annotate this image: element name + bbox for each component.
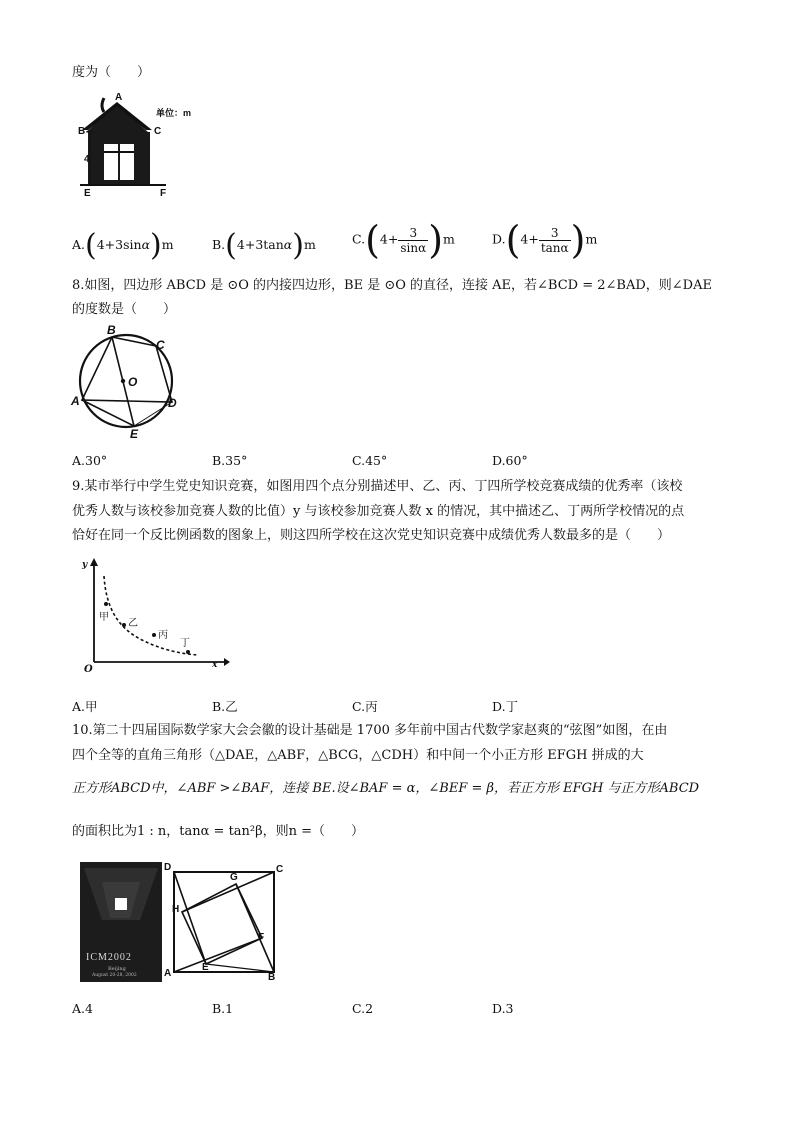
q10-label-E: E <box>202 962 209 973</box>
q9-axis-x: x <box>212 660 218 670</box>
q10-option-A[interactable]: A.4 <box>72 1001 93 1016</box>
q8-label-O: O <box>128 375 138 389</box>
q9-option-A[interactable]: A.甲 <box>72 699 98 714</box>
q9-point-bing: 丙 <box>158 630 168 641</box>
q7-option-A-letter: A. <box>72 237 86 252</box>
q8-label-D: D <box>168 396 177 410</box>
q8-label-E: E <box>130 427 139 441</box>
q10-option-B[interactable]: B.1 <box>212 1001 234 1016</box>
q7-option-C-den: sinα <box>400 240 427 255</box>
q9-stem-line1: 9.某市举行中学生党史知识竞赛，如图用四个点分别描述甲、乙、丙、丁四所学校竞赛成绩的优秀率（该校 <box>72 479 683 494</box>
q10-label-G: G <box>230 872 238 883</box>
q10-stem-line4: 的面积比为1 : n，tanα = tan²β，则n =（ ） <box>72 824 365 839</box>
q9-axis-y: y <box>82 560 88 570</box>
q8-option-D[interactable]: D.60° <box>492 453 528 468</box>
q10-label-C: C <box>276 864 284 875</box>
q7-stem-tail: 度为（ ） <box>72 65 151 80</box>
q7-option-B-unit: m <box>303 237 316 252</box>
q7-option-D-letter: D. <box>492 231 506 247</box>
q10-label-A: A <box>164 968 172 979</box>
q8-label-C: C <box>156 338 165 352</box>
q7-option-C-letter: C. <box>352 231 366 247</box>
q7-option-D-num: 3 <box>539 226 571 241</box>
q9-option-C[interactable]: C.丙 <box>352 699 378 714</box>
q8-circle-figure <box>71 323 184 442</box>
q9-point-jia: 甲 <box>99 612 109 623</box>
q9-point-ding: 丁 <box>180 638 190 649</box>
q10-label-F: F <box>258 932 265 943</box>
q8-stem-line2: 的度数是（ ） <box>72 302 177 317</box>
q9-point-yi: 乙 <box>128 618 138 629</box>
q9-graph-figure <box>72 558 230 678</box>
q10-string-figure <box>162 858 288 984</box>
q7-option-C-unit: m <box>443 231 455 247</box>
q7-label-B: B <box>78 126 86 137</box>
icm-logo-city: Beijing <box>108 966 126 972</box>
q7-option-C-lead: 4+ <box>379 231 399 247</box>
q8-stem-line1: 8.如图，四边形 ABCD 是 ⊙O 的内接四边形，BE 是 ⊙O 的直径，连接 AE，若∠BCD = 2∠BAD，则∠DAE <box>72 278 712 293</box>
q8-option-A[interactable]: A.30° <box>72 453 108 468</box>
q9-option-B[interactable]: B.乙 <box>212 699 238 714</box>
q7-option-B-alpha: α <box>283 237 293 252</box>
q7-option-B[interactable]: B.(4+3tanα)m <box>212 228 316 263</box>
q7-option-D-unit: m <box>585 231 598 247</box>
q7-label-C: C <box>154 126 162 137</box>
q8-label-A: A <box>71 394 80 408</box>
icm-logo-title: ICM2002 <box>86 952 132 963</box>
q7-option-D-den: tanα <box>540 240 569 255</box>
q7-option-B-letter: B. <box>212 237 226 252</box>
q10-option-C[interactable]: C.2 <box>352 1001 374 1016</box>
q9-origin: O <box>84 664 93 675</box>
icm2002-logo <box>80 862 162 982</box>
icm-logo-date: August 20-28, 2002 <box>92 973 137 978</box>
q10-label-B: B <box>268 972 276 983</box>
q10-label-H: H <box>172 904 180 915</box>
q7-option-A-expr: 4+3sin <box>96 237 142 252</box>
q7-option-C[interactable]: C.(4+ $\frac{3}{\sin\alpha}$ )m <box>352 218 455 262</box>
q7-option-A-unit: m <box>161 237 174 252</box>
q7-house-figure <box>70 92 200 204</box>
q10-option-D[interactable]: D.3 <box>492 1001 514 1016</box>
q7-option-A-alpha: α <box>141 237 151 252</box>
q7-option-D-lead: 4+ <box>520 231 539 247</box>
q7-label-A: A <box>115 92 123 103</box>
q10-label-D: D <box>164 862 172 873</box>
q7-option-D[interactable]: D.(4+ $\frac{3}{\tan\alpha}$ )m <box>492 218 598 262</box>
q9-stem-line2: 优秀人数与该校参加竞赛人数的比值）y 与该校参加竞赛人数 x 的情况，其中描述乙、丁两所学校情况的点 <box>72 504 685 519</box>
q10-stem-line1: 10.第二十四届国际数学家大会会徽的设计基础是 1700 多年前中国古代数学家赵爽的“弦图”如图，在由 <box>72 723 668 738</box>
q7-label-F: F <box>160 188 167 199</box>
q9-option-D[interactable]: D.丁 <box>492 699 519 714</box>
q7-option-A[interactable]: A.(4+3sinα)m <box>72 228 174 263</box>
q7-option-B-expr: 4+3tan <box>236 237 284 252</box>
q7-label-4: 4 <box>84 154 90 165</box>
q8-option-C[interactable]: C.45° <box>352 453 388 468</box>
q10-stem-line3: 正方形ABCD中，∠ABF >∠BAF，连接 BE.设∠BAF = α，∠BEF = β，若正方形 EFGH 与正方形ABCD <box>72 781 700 796</box>
q9-stem-line3: 恰好在同一个反比例函数的图象上，则这四所学校在这次党史知识竞赛中成绩优秀人数最多的是（ ） <box>72 528 671 543</box>
q7-unit-label: 单位：m <box>156 108 192 118</box>
q8-option-B[interactable]: B.35° <box>212 453 248 468</box>
q8-label-B: B <box>107 323 116 337</box>
q7-option-C-num: 3 <box>398 226 428 241</box>
q7-label-E: E <box>84 188 91 199</box>
q10-stem-line2: 四个全等的直角三角形（△DAE，△ABF，△BCG，△CDH）和中间一个小正方形 EFGH 拼成的大 <box>72 748 644 763</box>
